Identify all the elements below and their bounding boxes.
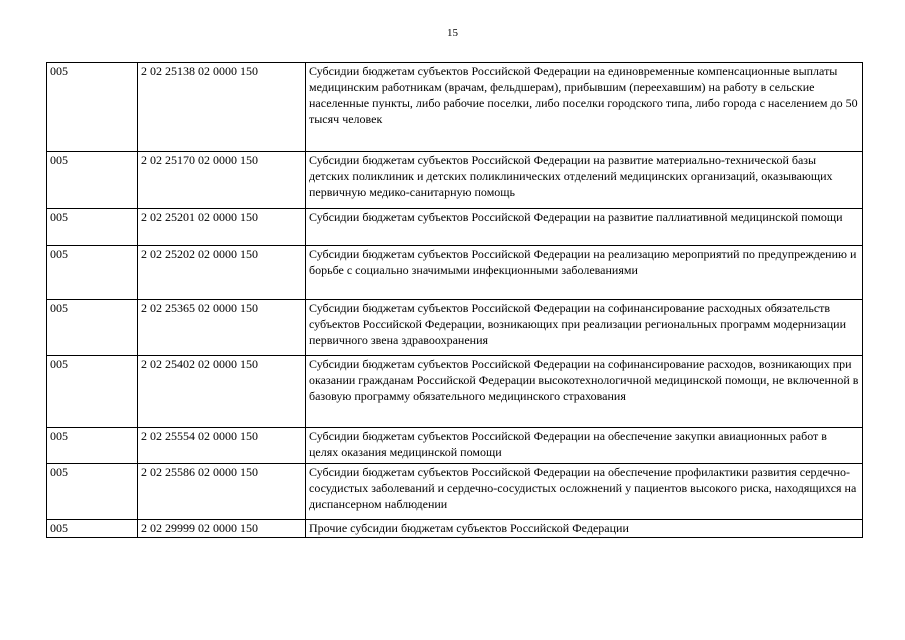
admin-code-cell: 005 <box>47 428 138 464</box>
admin-code-cell: 005 <box>47 300 138 356</box>
table-row <box>47 356 863 428</box>
admin-code-cell: 005 <box>47 63 138 152</box>
table-row <box>47 428 863 464</box>
admin-code-cell: 005 <box>47 246 138 300</box>
budget-code-cell: 2 02 25170 02 0000 150 <box>138 152 306 209</box>
budget-code-cell: 2 02 25402 02 0000 150 <box>138 356 306 428</box>
description-cell: Субсидии бюджетам субъектов Российской Федерации на единовременные компенсационные выплаты медицинским работникам (врачам, фельдшерам), прибывшим (переехавшим) на работу в сельские населенные пункты, либо рабочие поселки, либо поселки городского типа, либо города с населением до 50 тысяч человек <box>306 63 863 152</box>
description-cell: Субсидии бюджетам субъектов Российской Федерации на развитие паллиативной медицинской помощи <box>306 209 863 246</box>
description-cell: Субсидии бюджетам субъектов Российской Федерации на софинансирование расходных обязательств субъектов Российской Федерации, возникающих при реализации региональных программ модернизации первичного звена здравоохранения <box>306 300 863 356</box>
description-cell: Субсидии бюджетам субъектов Российской Федерации на обеспечение закупки авиационных работ в целях оказания медицинской помощи <box>306 428 863 464</box>
page-number: 15 <box>447 27 458 39</box>
description-cell: Прочие субсидии бюджетам субъектов Российской Федерации <box>306 520 863 538</box>
table-row <box>47 300 863 356</box>
table-row <box>47 209 863 246</box>
description-cell: Субсидии бюджетам субъектов Российской Федерации на обеспечение профилактики развития сердечно-сосудистых заболеваний и сердечно-сосудистых осложнений у пациентов высокого риска, находящихся на диспансерном наблюдении <box>306 464 863 520</box>
description-cell: Субсидии бюджетам субъектов Российской Федерации на развитие материально-технической базы детских поликлиник и детских поликлинических отделений медицинских организаций, оказывающих первичную медико-санитарную помощь <box>306 152 863 209</box>
admin-code-cell: 005 <box>47 152 138 209</box>
admin-code-cell: 005 <box>47 464 138 520</box>
admin-code-cell: 005 <box>47 356 138 428</box>
table-row <box>47 246 863 300</box>
description-cell: Субсидии бюджетам субъектов Российской Федерации на софинансирование расходов, возникающих при оказании гражданам Российской Федерации высокотехнологичной медицинской помощи, не включенной в базовую программу обязательного медицинского страхования <box>306 356 863 428</box>
description-cell: Субсидии бюджетам субъектов Российской Федерации на реализацию мероприятий по предупреждению и борьбе с социально значимыми инфекционными заболеваниями <box>306 246 863 300</box>
table-row <box>47 520 863 538</box>
budget-code-cell: 2 02 25202 02 0000 150 <box>138 246 306 300</box>
table-row <box>47 63 863 152</box>
budget-code-cell: 2 02 25586 02 0000 150 <box>138 464 306 520</box>
table-row <box>47 152 863 209</box>
table-row <box>47 464 863 520</box>
budget-code-cell: 2 02 29999 02 0000 150 <box>138 520 306 538</box>
budget-classification-table <box>46 62 863 538</box>
budget-code-cell: 2 02 25201 02 0000 150 <box>138 209 306 246</box>
budget-code-cell: 2 02 25365 02 0000 150 <box>138 300 306 356</box>
admin-code-cell: 005 <box>47 520 138 538</box>
budget-code-cell: 2 02 25138 02 0000 150 <box>138 63 306 152</box>
admin-code-cell: 005 <box>47 209 138 246</box>
budget-code-cell: 2 02 25554 02 0000 150 <box>138 428 306 464</box>
